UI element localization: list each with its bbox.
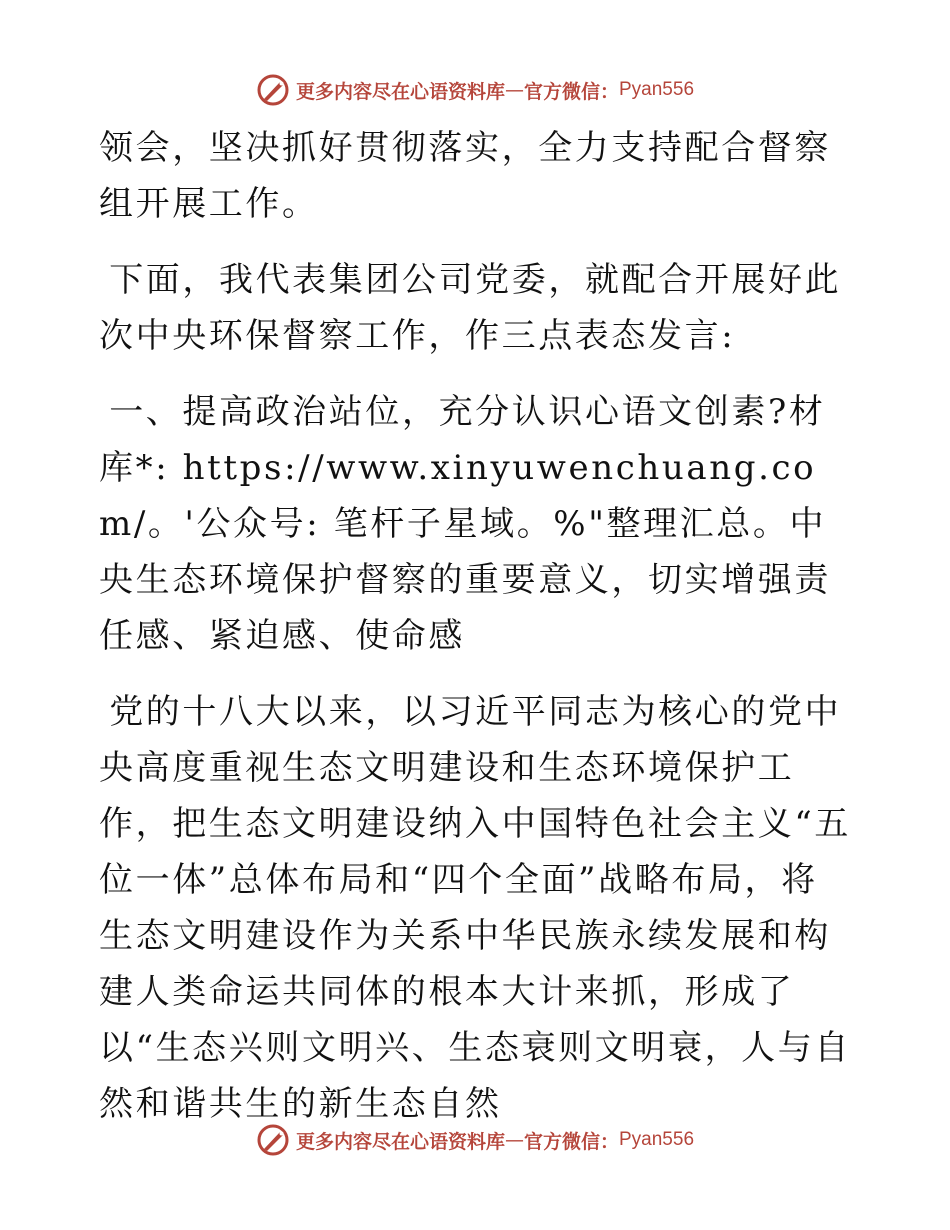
pen-logo-icon (256, 1123, 290, 1157)
banner-promo-text: 更多内容尽在心语资料库 (295, 1130, 505, 1153)
banner-official-label: 官方微信： (523, 80, 619, 103)
paragraph-2: 下面，我代表集团公司党委，就配合开展好此次中央环保督察工作，作三点表态发言: (99, 260, 842, 356)
header-banner (0, 70, 950, 110)
paragraph-1: 领会，坚决抓好贯彻落实，全力支持配合督察组开展工作。 (99, 128, 831, 224)
banner-dash: — (504, 1129, 524, 1151)
document-body (99, 120, 851, 1152)
pen-logo-icon (256, 73, 290, 107)
banner-official-label: 官方微信： (523, 1130, 619, 1153)
banner-wechat-id: Pyan556 (619, 1129, 695, 1150)
footer-banner (0, 1120, 950, 1160)
banner-promo-text: 更多内容尽在心语资料库 (295, 80, 505, 103)
paragraph-4: 党的十八大以来，以习近平同志为核心的党中央高度重视生态文明建设和生态环境保护工作，把生态文明建设纳入中国特色社会主义“五位一体”总体布局和“四个全面”战略布局，将生态文明建设作为关系中华民族永续发展和构建人类命运共同体的根本大计来抓，形成了以“生态兴则文明兴、生态衰则文明衰，人与自然和谐共生的新生态自然 (99, 692, 851, 1124)
banner-dash: — (504, 79, 524, 101)
banner-wechat-id: Pyan556 (619, 79, 695, 100)
paragraph-3-heading: 一、提高政治站位，充分认识心语文创素?材库*: https://www.xinyuwenchuang.com/。'公众号: 笔杆子星域。%"整理汇总。中央生态环境保护督察的重要意义，切实增强责任感、紧迫感、使命感 (99, 392, 831, 656)
